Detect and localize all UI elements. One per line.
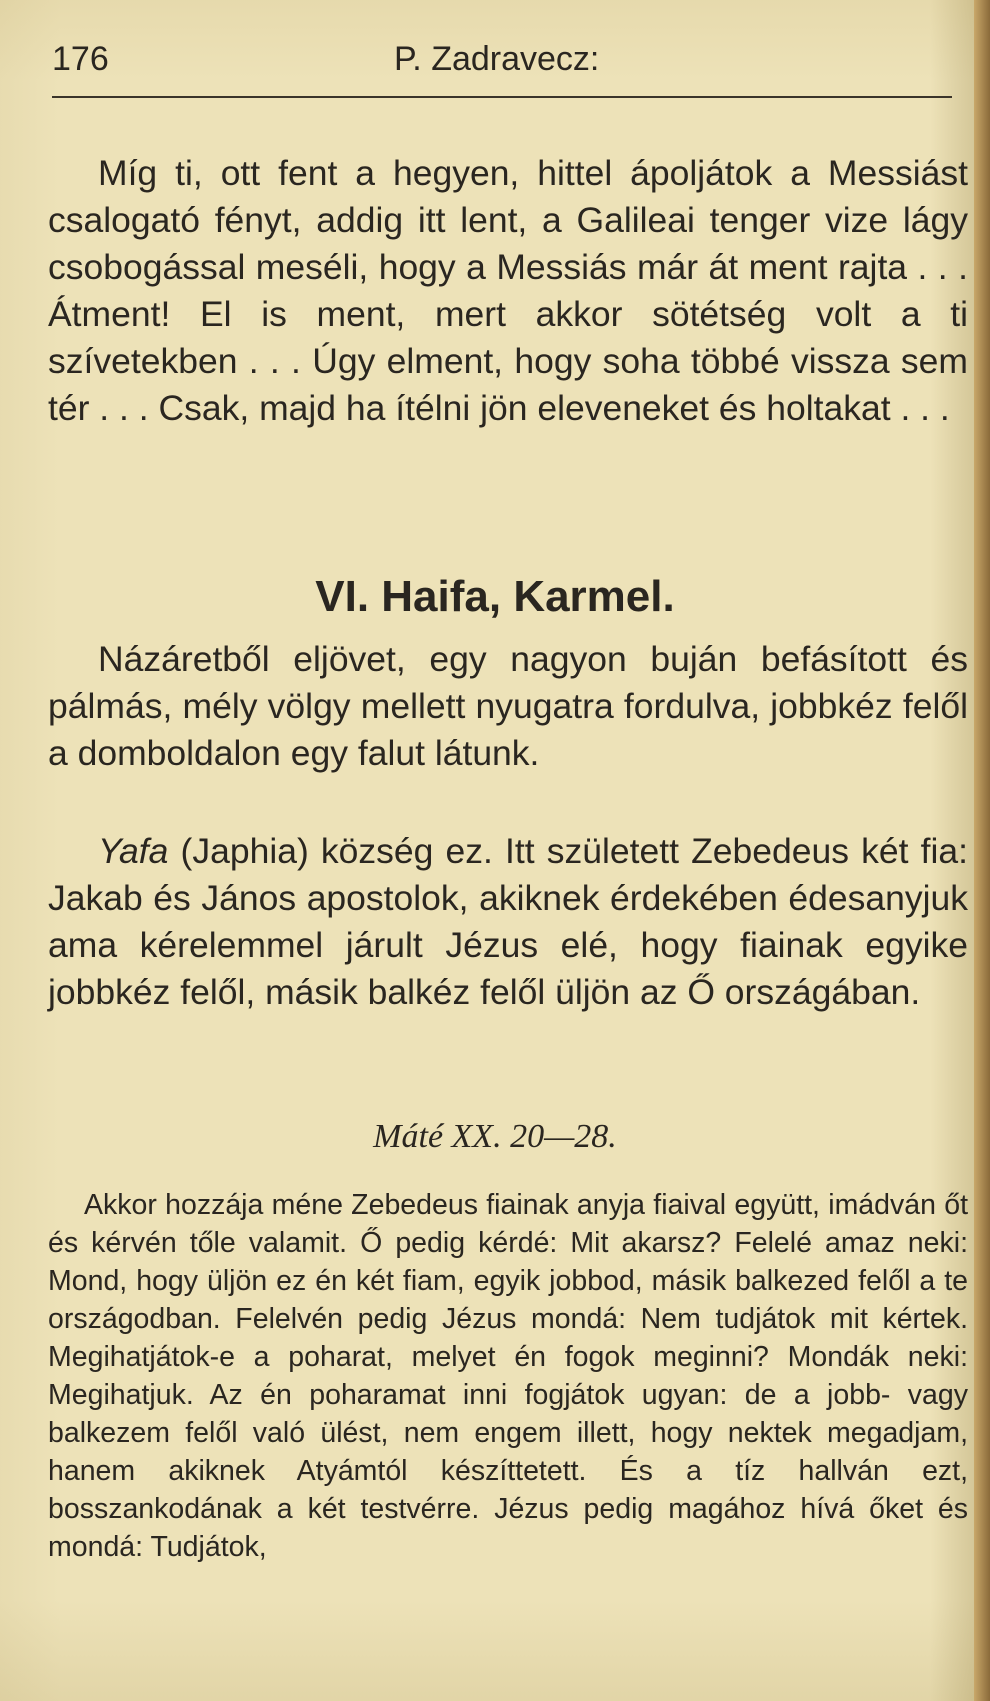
header-rule [52, 96, 952, 98]
scripture-quote: Akkor hozzája méne Zebedeus fiainak anyja fiaival együtt, imádván őt és kérvén tőle valamit. Ő pedig kérdé: Mit akarsz? Felelé amaz neki: Mond, hogy üljön ez én két fiam, egyik jobbod, másik balkezed felől a te országodban. Felelvén pedig Jézus mondá: Nem tudjátok mit kértek. Megihatjátok-e a poharat, melyet én fogok meginni? Mondák neki: Megihatjuk. Az én poharamat inni fogjátok ugyan: de a jobb- vagy balkezem felől való ülést, nem engem illett, hogy nektek megadjam, hanem akiknek Atyámtól készíttetett. És a tíz hallván ezt, bosszankodának a két testvérre. Jézus pedig magához hívá őket és mondá: Tudjátok, [48, 1189, 968, 1563]
running-head: P. Zadravecz: [394, 40, 600, 78]
scripture-citation: Máté XX. 20—28. [373, 1118, 617, 1155]
paragraph-3-text: (Japhia) község ez. Itt született Zebedeus két fia: Jakab és János apostolok, akiknek érdekében édesanyjuk ama kérelemmel járult Jézus elé, hogy fiainak egyike jobbkéz felől, másik balkéz felől üljön az Ő országában. [48, 831, 968, 1012]
page-number: 176 [52, 40, 109, 78]
paragraph-2: Názáretből eljövet, egy nagyon buján befásított és pálmás, mély völgy mellett nyugatra fordulva, jobbkéz felől a domboldalon egy falut látunk. [48, 639, 968, 773]
section-title: VI. Haifa, Karmel. [315, 572, 675, 621]
paragraph-1: Míg ti, ott fent a hegyen, hittel ápoljátok a Messiást csalogató fényt, addig itt lent, a Galileai tenger vize lágy csobogással meséli, hogy a Messiás már át ment rajta . . . Átment! El is ment, mert akkor sötétség volt a ti szívetekben . . . Úgy elment, hogy soha többé vissza sem tér . . . Csak, majd ha ítélni jön eleveneket és holtakat . . . [48, 153, 968, 428]
paragraph-3 [48, 828, 968, 1016]
place-name-yafa: Yafa [98, 831, 169, 871]
page-edge [974, 0, 990, 1701]
page-header [52, 40, 952, 90]
